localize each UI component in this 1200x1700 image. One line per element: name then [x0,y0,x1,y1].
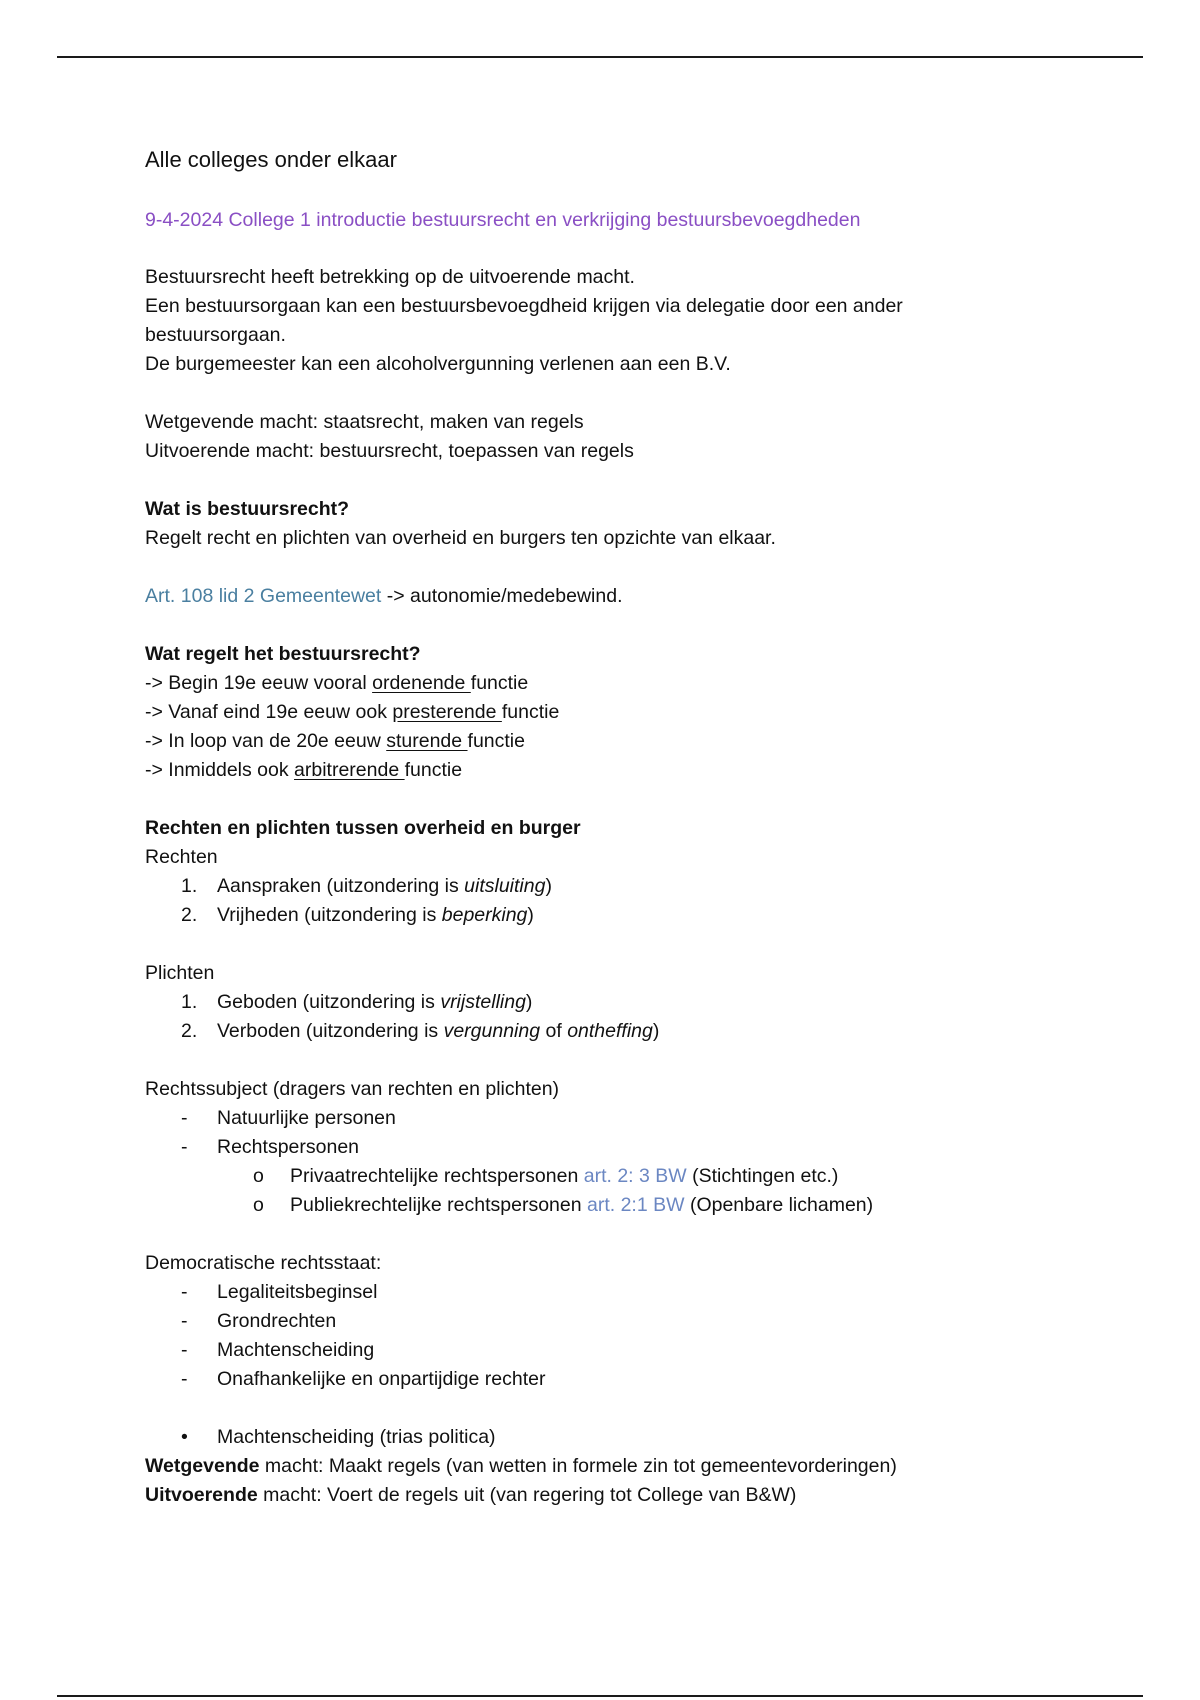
list-item: o Publiekrechtelijke rechtspersonen art. 2:1 BW (Openbare lichamen) [253,1194,874,1216]
wat-regelt-heading: Wat regelt het bestuursrecht? [145,643,421,665]
intro-line: Bestuursrecht heeft betrekking op de uitvoerende macht. [145,266,635,288]
plichten-section [145,959,1045,1046]
art108-line [145,582,1045,611]
wetgevende-line: Wetgevende macht: Maakt regels (van wetten in formele zin tot gemeentevorderingen) [145,1455,897,1477]
functie-line: -> Vanaf eind 19e eeuw ook presterende functie [145,701,560,723]
bw-link[interactable]: art. 2: 3 BW [583,1165,687,1187]
top-rule [57,56,1143,58]
list-item: - Onafhankelijke en onpartijdige rechter [181,1368,546,1390]
college-heading: 9-4-2024 College 1 introductie bestuursrecht en verkrijging bestuursbevoegdheden [145,209,861,231]
functie-line: -> In loop van de 20e eeuw sturende functie [145,730,525,752]
trias-section [145,1423,1045,1510]
uitvoerende-macht-line: Uitvoerende macht: bestuursrecht, toepassen van regels [145,440,634,462]
uitvoerende-line: Uitvoerende macht: Voert de regels uit (van regering tot College van B&W) [145,1484,797,1506]
wat-is-text: Regelt recht en plichten van overheid en burgers ten opzichte van elkaar. [145,527,776,549]
list-item: 1. Aanspraken (uitzondering is uitsluiting) [181,875,552,897]
intro-line: Een bestuursorgaan kan een bestuursbevoegdheid krijgen via delegatie door een ander [145,295,903,317]
wat-is-heading: Wat is bestuursrecht? [145,498,350,520]
plichten-label: Plichten [145,962,215,984]
rechtssubject-list [145,1104,1045,1220]
democratisch-label: Democratische rechtsstaat: [145,1252,382,1274]
functie-line: -> Inmiddels ook arbitrerende functie [145,759,463,781]
list-item: • Machtenscheiding (trias politica) [181,1426,496,1448]
list-item: - Grondrechten [181,1310,337,1332]
wat-is-section [145,495,1045,553]
rechtssubject-label: Rechtssubject (dragers van rechten en plichten) [145,1078,560,1100]
intro-line: De burgemeester kan een alcoholvergunning verlenen aan een B.V. [145,353,731,375]
bw-link[interactable]: art. 2:1 BW [587,1194,685,1216]
wat-regelt-section [145,640,1045,785]
functie-line: -> Begin 19e eeuw vooral ordenende functie [145,672,529,694]
list-item: 1. Geboden (uitzondering is vrijstelling) [181,991,533,1013]
rechtssubject-section [145,1075,1045,1220]
rechten-section [145,814,1045,930]
list-item: - Natuurlijke personen [181,1107,396,1129]
intro-line: bestuursorgaan. [145,324,286,346]
list-item: - Legaliteitsbeginsel [181,1281,378,1303]
document-body [145,140,1045,1510]
art108-section [145,582,1045,611]
intro-section [145,263,1045,379]
trias-list [145,1423,1045,1452]
list-item: - Machtenscheiding [181,1339,375,1361]
list-item: 2. Vrijheden (uitzondering is beperking) [181,904,534,926]
rechten-list [145,872,1045,930]
document-title: Alle colleges onder elkaar [145,147,397,172]
bottom-rule [57,1695,1143,1697]
democratisch-section [145,1249,1045,1394]
list-item: 2. Verboden (uitzondering is vergunning of ontheffing) [181,1020,660,1042]
democratisch-list [145,1278,1045,1394]
list-item: - Rechtspersonen [181,1136,360,1158]
rechten-label: Rechten [145,846,218,868]
art108-link[interactable]: Art. 108 lid 2 Gemeentewet [145,585,382,607]
machten-section [145,408,1045,466]
wetgevende-macht-line: Wetgevende macht: staatsrecht, maken van regels [145,411,584,433]
plichten-list [145,988,1045,1046]
rechten-plichten-heading: Rechten en plichten tussen overheid en burger [145,817,581,839]
art108-rest: -> autonomie/medebewind. [381,585,623,607]
list-item: o Privaatrechtelijke rechtspersonen art. 2: 3 BW (Stichtingen etc.) [253,1165,839,1187]
